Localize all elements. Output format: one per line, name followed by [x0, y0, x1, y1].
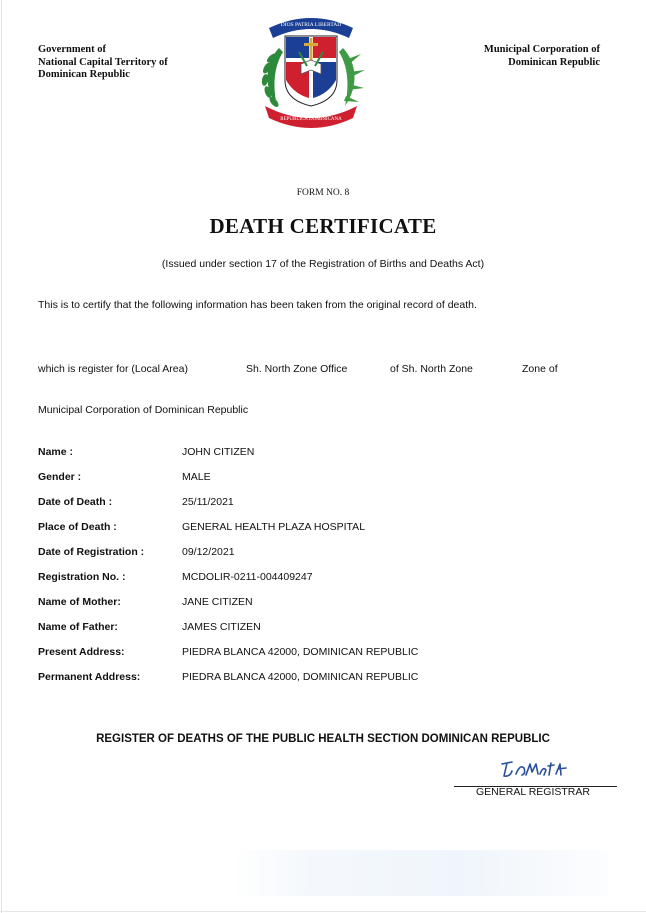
local-area-label: which is register for (Local Area)	[38, 363, 188, 375]
registration-area-row	[0, 363, 646, 377]
header-issuer-left	[38, 44, 168, 82]
field-value: MCDOLIR-0211-004409247	[182, 571, 313, 583]
field-label: Place of Death :	[38, 521, 117, 533]
field-value: JOHN CITIZEN	[182, 446, 255, 458]
field-row-gender	[38, 471, 598, 496]
page-left-edge	[1, 0, 2, 913]
field-row-place-of-death	[38, 521, 598, 546]
field-row-present-address	[38, 646, 598, 671]
zone-of-text: Zone of	[522, 363, 558, 375]
header-right-line: Dominican Republic	[508, 56, 600, 68]
header-left-line: Government of	[38, 44, 106, 55]
field-value: GENERAL HEALTH PLAZA HOSPITAL	[182, 521, 366, 533]
field-label: Date of Registration :	[38, 546, 145, 558]
field-value: 09/12/2021	[182, 546, 235, 558]
field-value: JANE CITIZEN	[182, 596, 253, 608]
field-label: Name of Father:	[38, 621, 118, 633]
office-value: Sh. North Zone Office	[246, 363, 348, 375]
field-row-registration-no	[38, 571, 598, 596]
field-label: Date of Death :	[38, 496, 113, 508]
field-label: Permanent Address:	[38, 671, 141, 683]
zone-value: of Sh. North Zone	[390, 363, 473, 375]
emblem-motto-top: DIOS PATRIA LIBERTAD	[280, 22, 342, 28]
general-registrar-label: GENERAL REGISTRAR	[476, 786, 590, 798]
field-label: Registration No. :	[38, 571, 126, 583]
field-label: Gender :	[38, 471, 82, 483]
field-value: MALE	[182, 471, 211, 483]
field-row-father	[38, 621, 598, 646]
field-row-mother	[38, 596, 598, 621]
header-left-line: Dominican Republic	[38, 69, 130, 80]
field-row-name	[38, 446, 598, 471]
municipal-corporation-text: Municipal Corporation of Dominican Republic	[38, 404, 249, 416]
emblem-banner-bottom: REPUBLICA DOMINICANA	[280, 117, 342, 122]
certificate-subtitle: (Issued under section 17 of the Registration of Births and Deaths Act)	[161, 258, 485, 270]
field-label: Present Address:	[38, 646, 125, 658]
handwritten-signature-icon	[498, 758, 570, 780]
record-fields	[38, 446, 598, 696]
field-row-date-of-death	[38, 496, 598, 521]
field-label: Name :	[38, 446, 74, 458]
field-value: PIEDRA BLANCA 42000, DOMINICAN REPUBLIC	[182, 646, 419, 658]
field-value: 25/11/2021	[182, 496, 234, 508]
header-issuer-right	[484, 44, 600, 69]
field-value: JAMES CITIZEN	[182, 621, 261, 633]
header-left-line: National Capital Territory of	[38, 56, 168, 68]
certificate-title: DEATH CERTIFICATE	[209, 214, 437, 238]
field-row-permanent-address	[38, 671, 598, 696]
register-of-deaths-heading: REGISTER OF DEATHS OF THE PUBLIC HEALTH SECTION DOMINICAN REPUBLIC	[96, 733, 550, 745]
header-right-line: Municipal Corporation of	[483, 44, 600, 55]
coat-of-arms-icon	[249, 8, 373, 132]
scan-smudge	[232, 850, 608, 896]
field-value: PIEDRA BLANCA 42000, DOMINICAN REPUBLIC	[182, 671, 419, 683]
page-bottom-edge	[0, 911, 646, 912]
certify-statement: This is to certify that the following information has been taken from the original record of death.	[38, 299, 477, 311]
form-number: FORM NO. 8	[296, 188, 350, 198]
field-label: Name of Mother:	[38, 596, 121, 608]
field-row-date-of-registration	[38, 546, 598, 571]
